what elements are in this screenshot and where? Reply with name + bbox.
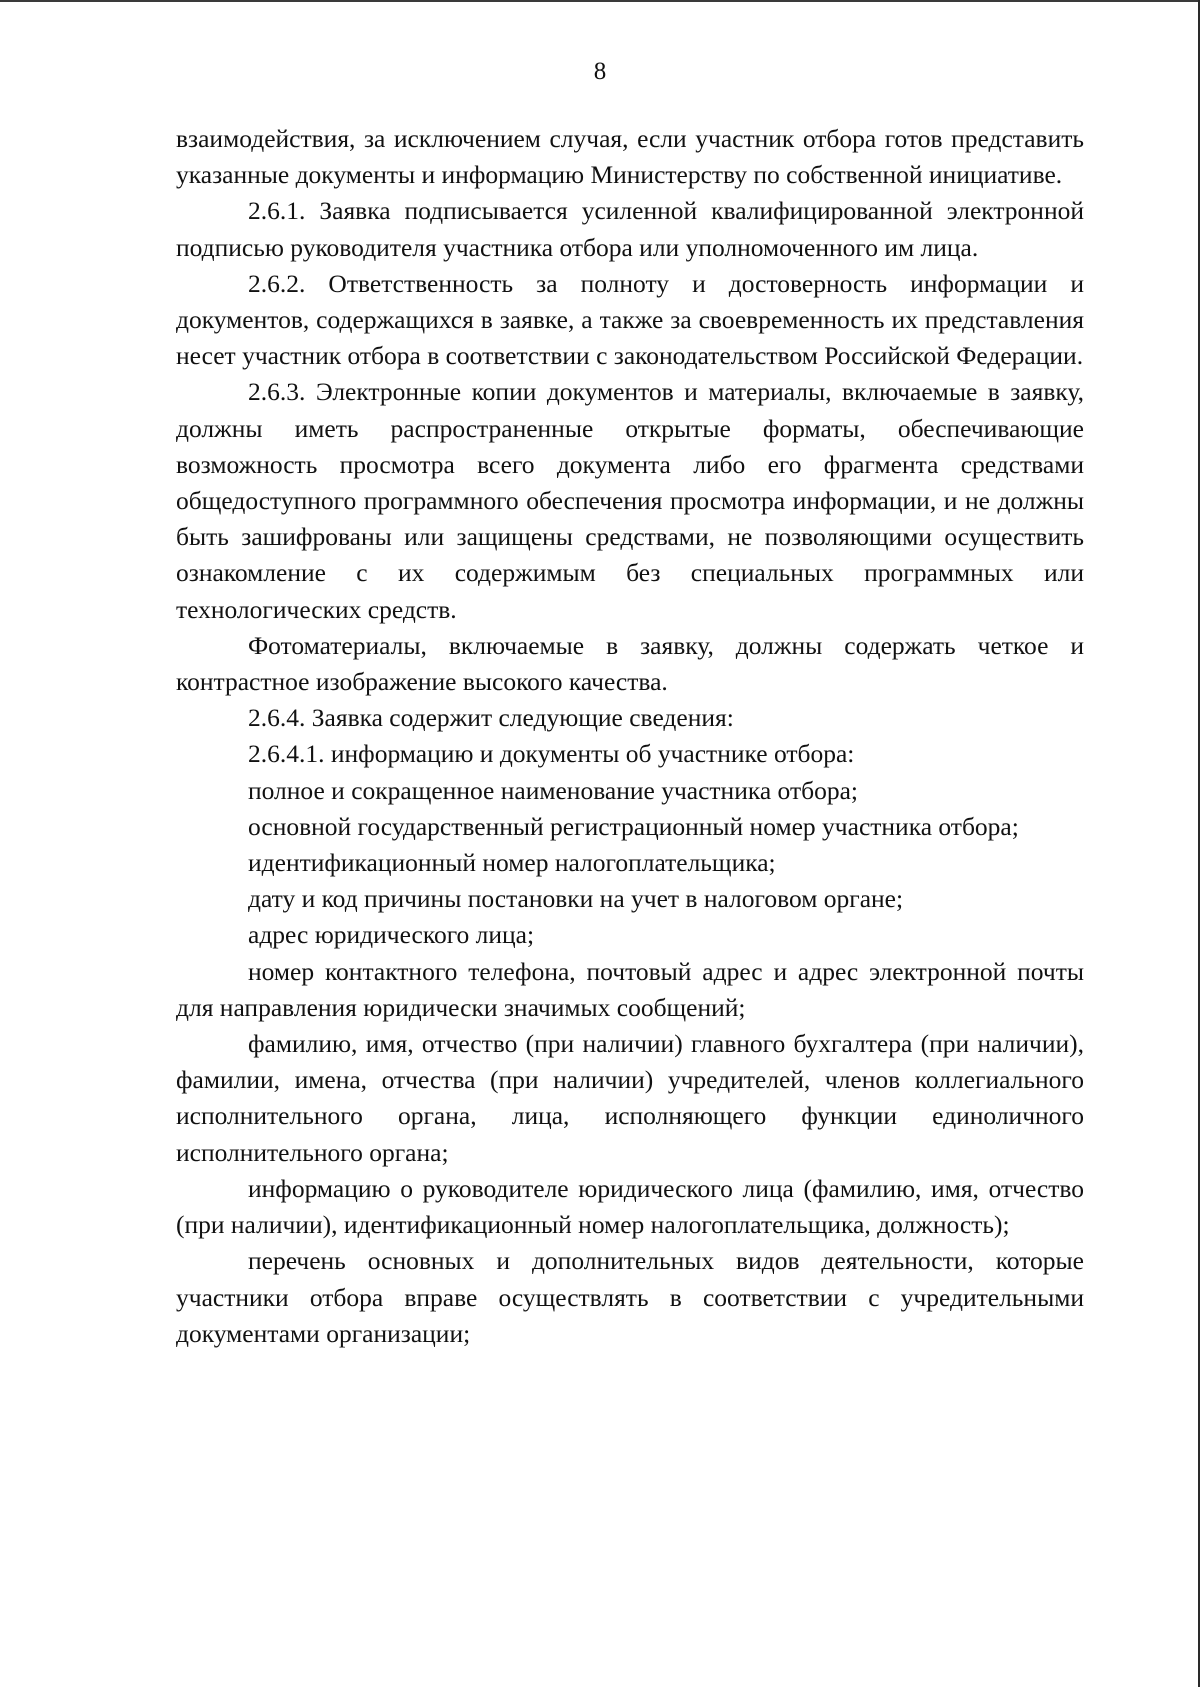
paragraph-continuation: взаимодействия, за исключением случая, если участник отбора готов представить указанные документы и информацию Министерству по собственной инициативе.	[176, 124, 1084, 190]
paragraph-2-6-1: 2.6.1. Заявка подписывается усиленной квалифицированной электронной подписью руководителя участника отбора или уполномоченного им лица.	[176, 196, 1084, 262]
paragraph-photo-materials: Фотоматериалы, включаемые в заявку, должны содержать четкое и контрастное изображение высокого качества.	[176, 630, 1084, 697]
list-item-ogrn: основной государственный регистрационный номер участника отбора;	[248, 811, 1019, 841]
list-item-inn: идентификационный номер налогоплательщика;	[248, 848, 776, 878]
list-item-director-info: информацию о руководителе юридического лица (фамилию, имя, отчество (при наличии), идентификационный номер налогоплательщика, должность);	[176, 1173, 1084, 1240]
list-item-full-name: полное и сокращенное наименование участника отбора;	[248, 775, 858, 805]
paragraph-2-6-3: 2.6.3. Электронные копии документов и материалы, включаемые в заявку, должны иметь распространенные открытые форматы, обеспечивающие возможность просмотра всего документа либо его фрагмента средствами общедоступного программного обеспечения просмотра информации, и не должны быть зашифрованы или защищены средствами, не позволяющими осуществить ознакомление с их содержимым без специальных программных или технологических средств.	[176, 377, 1084, 624]
paragraph-2-6-4-1: 2.6.4.1. информацию и документы об участнике отбора:	[248, 739, 855, 769]
scan-edge-top	[0, 0, 1200, 2]
list-item-kpp-date: дату и код причины постановки на учет в налоговом органе;	[248, 884, 904, 914]
list-item-activities: перечень основных и дополнительных видов деятельности, которые участники отбора вправе осуществлять в соответствии с учредительными документами организации;	[176, 1246, 1084, 1348]
list-item-accountant-founders: фамилию, имя, отчество (при наличии) главного бухгалтера (при наличии), фамилии, имена, отчества (при наличии) учредителей, членов коллегиального исполнительного органа, лица, исполняющего функции единоличного исполнительного органа;	[176, 1029, 1084, 1167]
document-body	[176, 121, 1084, 1352]
paragraph-2-6-2: 2.6.2. Ответственность за полноту и достоверность информации и документов, содержащихся в заявке, а также за своевременность их представления несет участник отбора в соответствии с законодательством Российской Федерации.	[176, 268, 1084, 371]
list-item-contacts: номер контактного телефона, почтовый адрес и адрес электронной почты для направления юридически значимых сообщений;	[176, 956, 1084, 1022]
list-item-legal-address: адрес юридического лица;	[248, 920, 535, 950]
paragraph-2-6-4: 2.6.4. Заявка содержит следующие сведения:	[248, 703, 734, 733]
page-number: 8	[593, 58, 607, 85]
